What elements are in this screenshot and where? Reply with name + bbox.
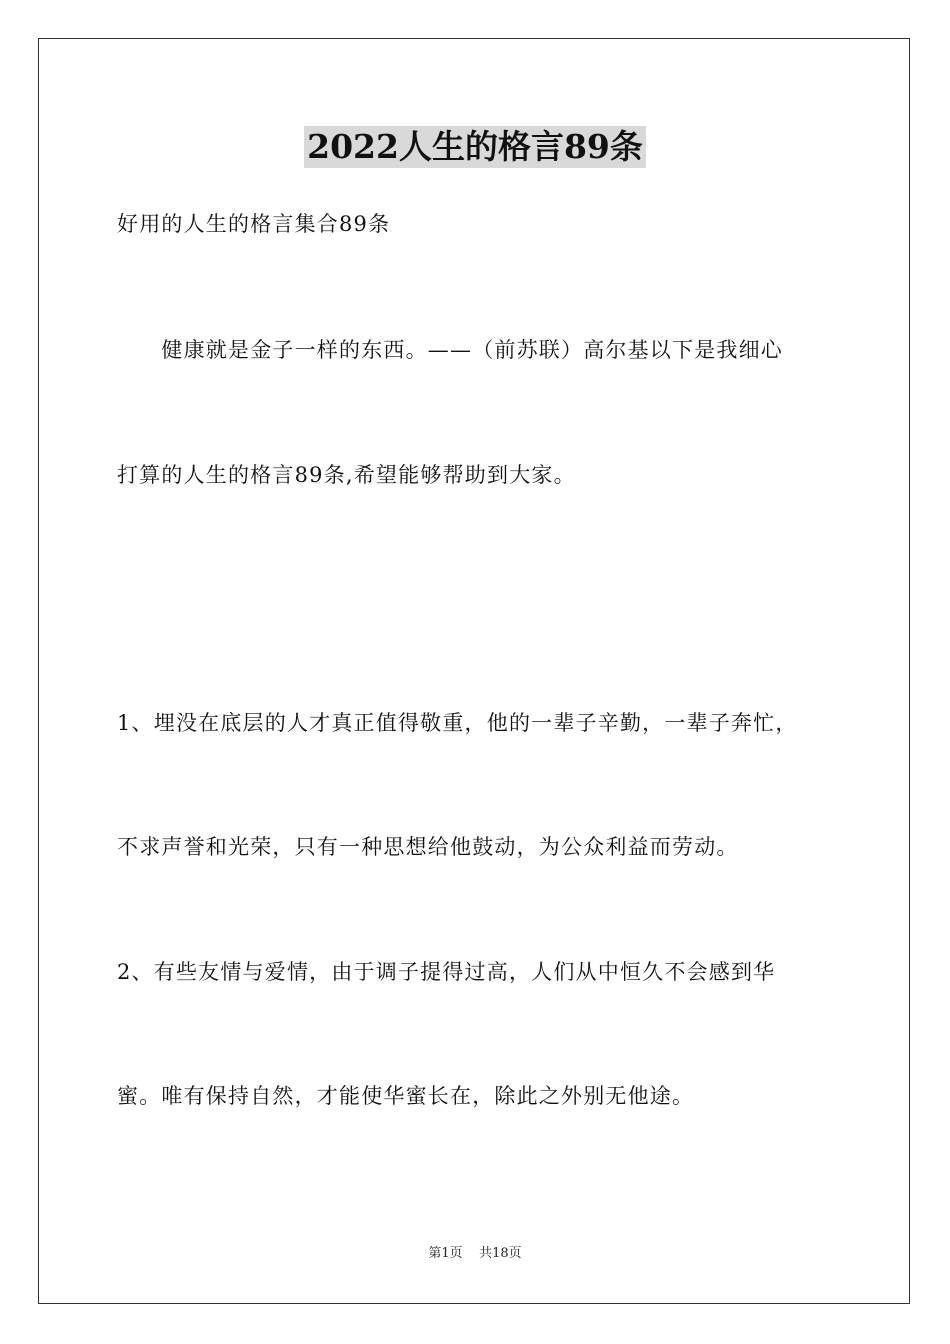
body-line-1: 健康就是金子一样的东西。——（前苏联）高尔基以下是我细心 bbox=[117, 338, 783, 362]
body-line-5: 2、有些友情与爱情，由于调子提得过高，人们从中恒久不会感到华 bbox=[117, 960, 776, 984]
title-container bbox=[0, 126, 950, 168]
subtitle-line: 好用的人生的格言集合89条 bbox=[117, 212, 391, 236]
page-number: 第1页 bbox=[428, 1246, 463, 1261]
page-footer bbox=[0, 1245, 950, 1263]
page-total: 共18页 bbox=[479, 1246, 522, 1261]
body-line-2: 打算的人生的格言89条,希望能够帮助到大家。 bbox=[117, 463, 576, 487]
document-title: 2022人生的格言89条 bbox=[304, 126, 646, 168]
body-line-3: 1、埋没在底层的人才真正值得敬重，他的一辈子辛勤，一辈子奔忙， bbox=[117, 711, 798, 735]
body-line-6: 蜜。唯有保持自然，才能使华蜜长在，除此之外别无他途。 bbox=[117, 1084, 695, 1108]
body-line-4: 不求声誉和光荣，只有一种思想给他鼓动，为公众利益而劳动。 bbox=[117, 835, 739, 859]
